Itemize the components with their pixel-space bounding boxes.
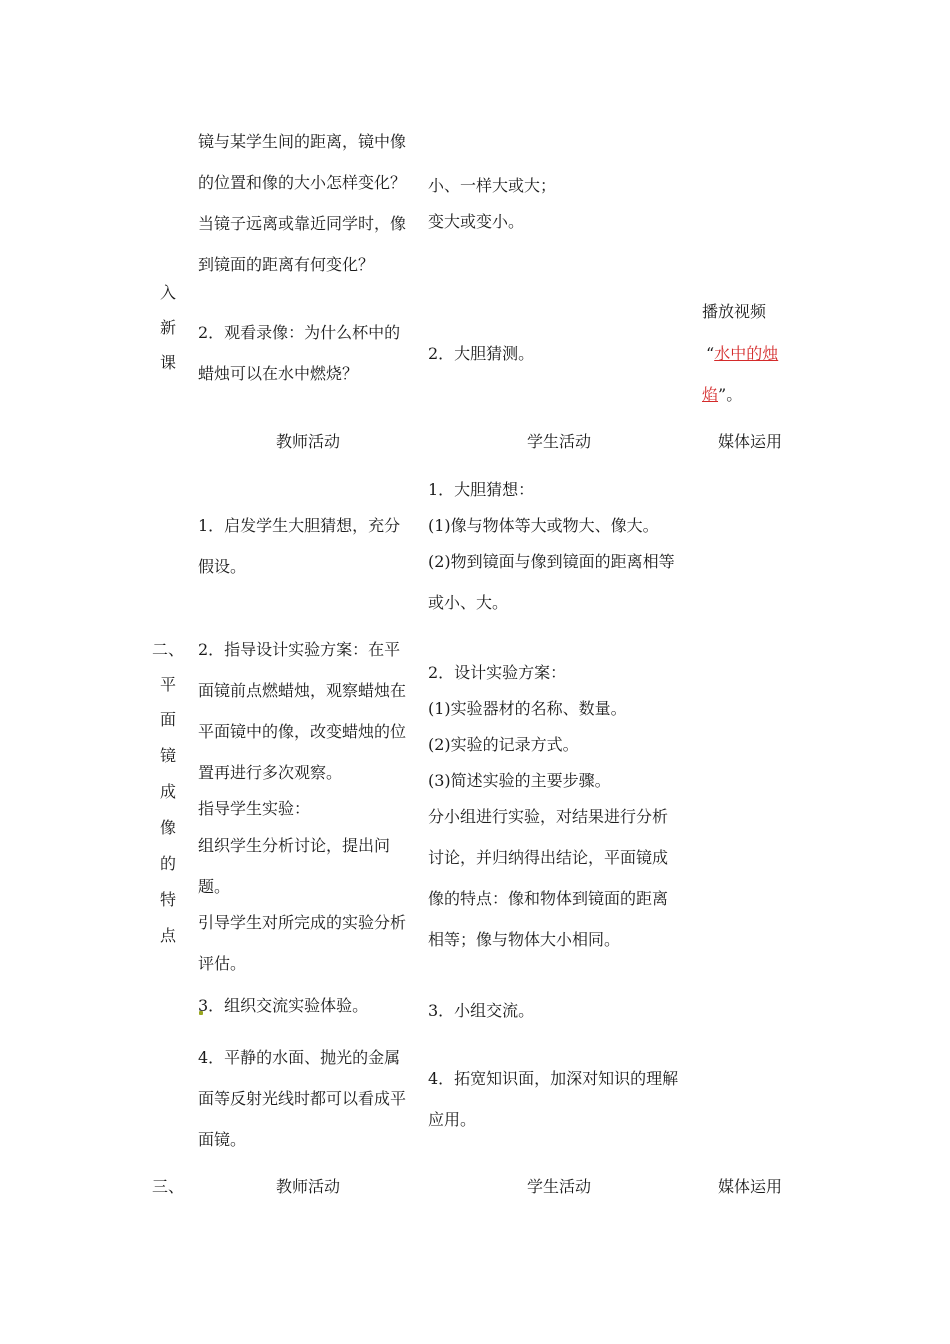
- teacher-text-line: 当镜子远离或靠近同学时，像: [198, 214, 407, 233]
- media-link-line: [702, 385, 742, 405]
- student-text-line: 相等；像与物体大小相同。: [428, 930, 621, 949]
- student-text-line: 应用。: [428, 1110, 477, 1129]
- student-text-line: 变大或变小。: [428, 212, 525, 231]
- section2-label-char: 镜: [160, 746, 177, 765]
- section2-label-char: 点: [160, 926, 177, 945]
- teacher-text-line: 2．指导设计实验方案：在平: [198, 640, 401, 659]
- student-text-line: 分小组进行实验，对结果进行分析: [428, 807, 669, 826]
- media-link-line: [706, 344, 778, 364]
- student-text-line: (1)像与物体等大或物大、像大。: [428, 516, 659, 535]
- section3-label: 三、: [152, 1177, 185, 1196]
- teacher-text-line: 到镜面的距离有何变化？: [198, 255, 375, 274]
- teacher-text-line: 3．组织交流实验体验。: [198, 996, 369, 1015]
- video-link[interactable]: 水中的烛: [714, 344, 779, 363]
- section2-label-char: 二、: [152, 640, 185, 659]
- section2-label-char: 特: [160, 890, 177, 909]
- teacher-text-line: 1．启发学生大胆猜想，充分: [198, 516, 401, 535]
- student-text-line: 2．大胆猜测。: [428, 344, 535, 363]
- section2-label-char: 像: [160, 818, 177, 837]
- student-text-line: (1)实验器材的名称、数量。: [428, 699, 627, 718]
- student-text-line: 2．设计实验方案：: [428, 663, 567, 682]
- teacher-text-line: 组织学生分析讨论，提出问: [198, 836, 391, 855]
- column-header-student: 学生活动: [527, 432, 592, 451]
- column-header-media: 媒体运用: [718, 1177, 783, 1196]
- teacher-text-line: 平面镜中的像，改变蜡烛的位: [198, 722, 407, 741]
- column-header-media: 媒体运用: [718, 432, 783, 451]
- column-header-student: 学生活动: [527, 1177, 592, 1196]
- teacher-text-line: 面镜。: [198, 1130, 247, 1149]
- teacher-text-line: 面等反射光线时都可以看成平: [198, 1089, 407, 1108]
- teacher-text-line: 引导学生对所完成的实验分析: [198, 913, 407, 932]
- column-header-teacher: 教师活动: [276, 1177, 341, 1196]
- video-link[interactable]: 焰: [702, 385, 719, 404]
- teacher-text-line: 蜡烛可以在水中燃烧？: [198, 364, 359, 383]
- teacher-text-line: 假设。: [198, 557, 247, 576]
- teacher-text-line: 题。: [198, 877, 231, 896]
- section1-label-char: 入: [160, 283, 177, 302]
- student-text-line: (2)实验的记录方式。: [428, 735, 579, 754]
- student-text-line: 讨论，并归纳得出结论，平面镜成: [428, 848, 669, 867]
- student-text-line: 4．拓宽知识面，加深对知识的理解: [428, 1069, 679, 1088]
- section2-label-char: 的: [160, 854, 177, 873]
- student-text-line: 3．小组交流。: [428, 1001, 535, 1020]
- student-text-line: (3)简述实验的主要步骤。: [428, 771, 611, 790]
- student-text-line: 1．大胆猜想：: [428, 480, 535, 499]
- section2-label-char: 面: [160, 710, 177, 729]
- teacher-text-line: 指导学生实验：: [198, 799, 311, 818]
- teacher-text-line: 评估。: [198, 954, 247, 973]
- teacher-text-line: 的位置和像的大小怎样变化？: [198, 173, 407, 192]
- teacher-text-line: 面镜前点燃蜡烛，观察蜡烛在: [198, 681, 407, 700]
- close-quote: ”。: [718, 385, 743, 404]
- section2-label-char: 平: [160, 675, 177, 694]
- section1-label-char: 新: [160, 318, 177, 337]
- section1-label-char: 课: [160, 353, 177, 372]
- section2-label-char: 成: [160, 782, 177, 801]
- media-text: 播放视频: [702, 302, 767, 321]
- teacher-text-line: 2．观看录像：为什么杯中的: [198, 323, 401, 342]
- student-text-line: 像的特点：像和物体到镜面的距离: [428, 889, 669, 908]
- student-text-line: 小、一样大或大；: [428, 176, 557, 195]
- student-text-line: 或小、大。: [428, 593, 509, 612]
- teacher-text-line: 镜与某学生间的距离，镜中像: [198, 132, 407, 151]
- open-quote: “: [706, 344, 715, 363]
- teacher-text-line: 置再进行多次观察。: [198, 763, 343, 782]
- teacher-text-line: 4．平静的水面、抛光的金属: [198, 1048, 401, 1067]
- student-text-line: (2)物到镜面与像到镜面的距离相等: [428, 552, 675, 571]
- column-header-teacher: 教师活动: [276, 432, 341, 451]
